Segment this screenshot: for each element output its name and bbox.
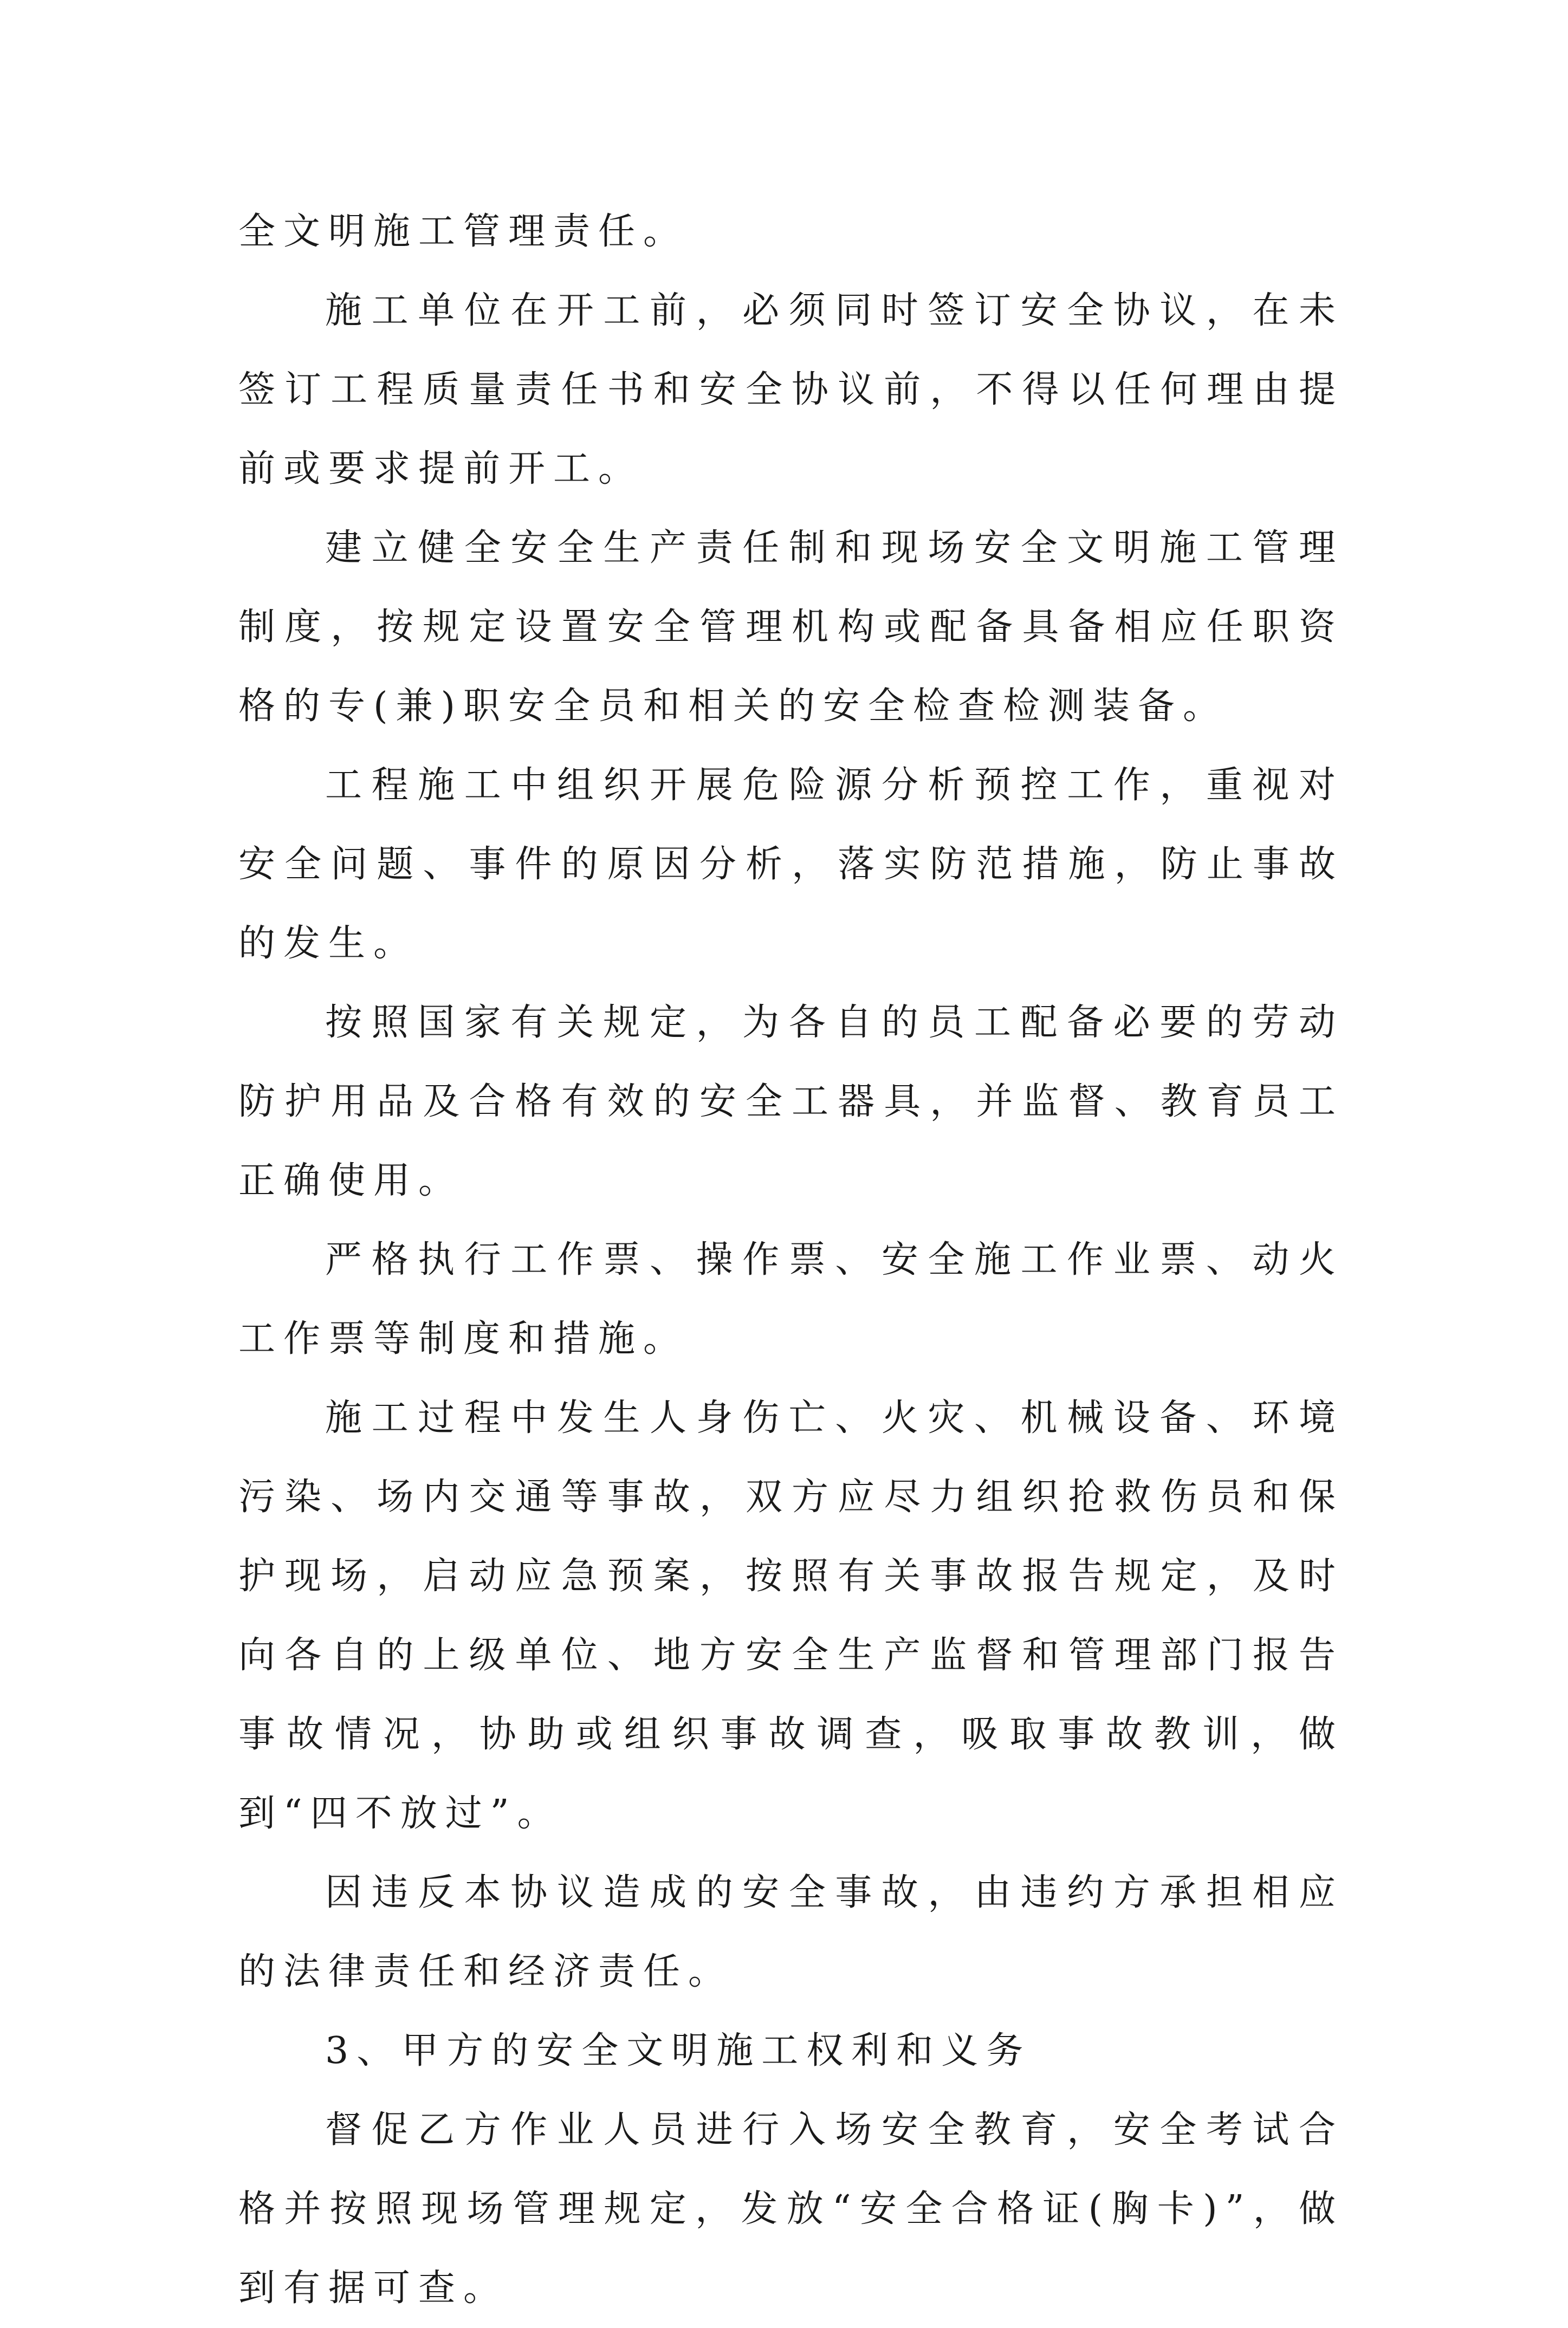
paragraph-4: 工程施工中组织开展危险源分析预控工作，重视对安全问题、事件的原因分析，落实防范措施，防止事故的发生。 <box>238 764 1344 965</box>
section-heading-3: 3、甲方的安全文明施工权利和义务 <box>325 2029 1032 2072</box>
paragraph-5: 按照国家有关规定，为各自的员工配备必要的劳动防护用品及合格有效的安全工器具，并监督、教育员工正确使用。 <box>238 1001 1344 1202</box>
paragraph-7: 施工过程中发生人身伤亡、火灾、机械设备、环境污染、场内交通等事故，双方应尽力组织抢救伤员和保护现场，启动应急预案，按照有关事故报告规定，及时向各自的上级单位、地方安全生产监督和管理部门报告事故情况，协助或组织事故调查，吸取事故教训，做到“四不放过”。 <box>238 1397 1344 1835</box>
paragraph-8: 因违反本协议造成的安全事故，由违约方承担相应的法律责任和经济责任。 <box>238 1871 1344 1993</box>
paragraph-1: 全文明施工管理责任。 <box>238 210 689 253</box>
paragraph-2: 施工单位在开工前，必须同时签订安全协议，在未签订工程质量责任书和安全协议前，不得以任何理由提前或要求提前开工。 <box>238 289 1344 490</box>
paragraph-6: 严格执行工作票、操作票、安全施工作业票、动火工作票等制度和措施。 <box>238 1238 1344 1360</box>
paragraph-9: 督促乙方作业人员进行入场安全教育，安全考试合格并按照现场管理规定，发放“安全合格证(胸卡)”，做到有据可查。 <box>238 2109 1344 2310</box>
paragraph-3: 建立健全安全生产责任制和现场安全文明施工管理制度，按规定设置安全管理机构或配备具备相应任职资格的专(兼)职安全员和相关的安全检查检测装备。 <box>238 527 1344 728</box>
document-body <box>238 192 1344 2328</box>
